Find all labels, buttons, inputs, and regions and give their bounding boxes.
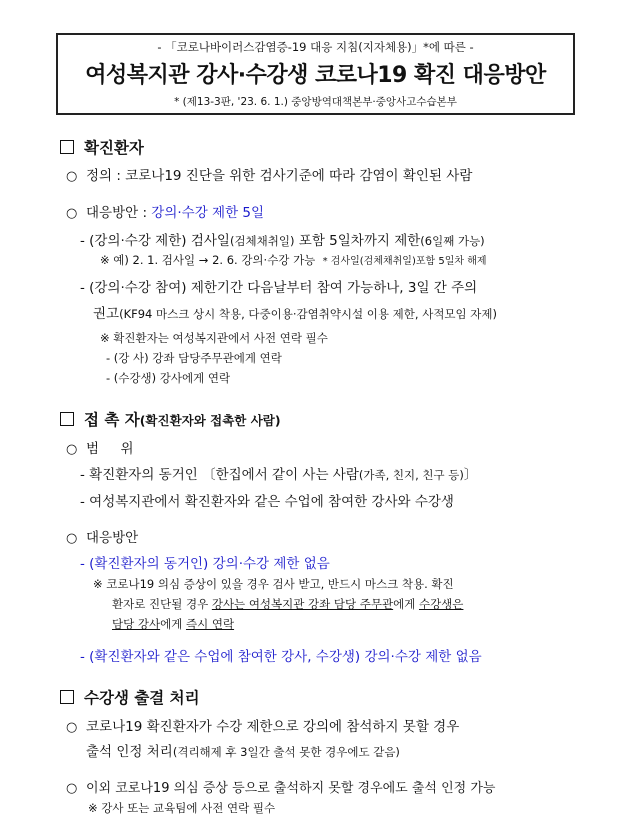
- restriction-rest: 포함 5일차까지 제한: [294, 233, 421, 249]
- restriction-example: [100, 252, 487, 268]
- section-heading-confirmed: [60, 136, 144, 158]
- restriction-paren: (검체채취일): [229, 234, 295, 248]
- header-source-note: * (제13-3판, '23. 6. 1.) 중앙방역대책본부·중앙사고수습본부: [174, 96, 457, 108]
- attendance-item2-text: 이외 코로나19 의심 증상 등으로 출석하지 못할 경우에도 출석 인정 가능: [86, 781, 496, 796]
- attendance-item1-note: (격리해제 후 3일간 출석 못한 경우에도 같음): [172, 745, 400, 759]
- scope-item-end: 〕: [463, 467, 478, 483]
- attendance-item2-line1: [66, 777, 496, 796]
- section-subtitle: (확진환자와 접촉한 사람): [139, 413, 281, 428]
- cohabitant-note-line2: [112, 596, 463, 612]
- circle-bullet-icon: ○: [66, 781, 78, 796]
- response-highlight: 강의·수강 제한 5일: [151, 205, 265, 221]
- scope-item-cohabitant: [80, 463, 477, 483]
- section-title: 수강생 출결 처리: [84, 689, 200, 707]
- example-main: ※ 예) 2. 1. 검사일 → 2. 6. 강의·수강 가능: [100, 253, 316, 267]
- attendance-item1-line1: [66, 715, 459, 735]
- attendance-item1-line2: [86, 740, 400, 760]
- note-underlined: 강사는 여성복지관 강좌 담당 주무관: [211, 597, 394, 611]
- checkbox-square-icon: [60, 690, 74, 704]
- document-title: 여성복지관 강사·수강생 코로나19 확진 대응방안: [85, 63, 546, 88]
- circle-bullet-icon: ○: [66, 169, 78, 184]
- response-label: 대응방안 :: [86, 205, 152, 221]
- contact-note-instructor: - (강 사) 강좌 담당주무관에게 연락: [106, 351, 282, 365]
- definition-line: [66, 164, 472, 184]
- attendance-item1-main: 출석 인정 처리: [86, 744, 173, 760]
- contact-note-student: - (수강생) 강사에게 연락: [106, 371, 231, 385]
- circle-bullet-icon: ○: [66, 206, 78, 221]
- note-text: 에게: [393, 597, 419, 611]
- note-text: 환자로 진단될 경우: [112, 597, 212, 611]
- note-underlined: 즉시 연락: [185, 617, 235, 631]
- circle-bullet-icon: ○: [66, 531, 78, 546]
- note-text: 에게: [160, 617, 186, 631]
- document-header: [56, 33, 575, 115]
- participation-main: 권고: [93, 306, 120, 322]
- contact-response-line: [66, 526, 138, 546]
- response-line: [66, 201, 264, 221]
- cohabitant-response: - (확진환자의 동거인) 강의·수강 제한 없음: [80, 556, 330, 572]
- restriction-main: - (강의·수강 제한) 검사일: [80, 233, 230, 249]
- contact-note: ※ 확진환자는 여성복지관에서 사전 연락 필수: [100, 331, 328, 345]
- section-heading-attendance: [60, 686, 200, 708]
- checkbox-square-icon: [60, 140, 74, 154]
- cohabitant-note-line1: ※ 코로나19 의심 증상이 있을 경우 검사 받고, 반드시 마스크 착용. 확진: [93, 577, 454, 591]
- scope-item-classmates: - 여성복지관에서 확진환자와 같은 수업에 참여한 강사와 수강생: [80, 494, 454, 510]
- attendance-item1-text: 코로나19 확진환자가 수강 제한으로 강의에 참석하지 못할 경우: [86, 719, 460, 735]
- section-title: 접 촉 자: [84, 411, 140, 429]
- classmate-response: - (확진환자와 같은 수업에 참여한 강사, 수강생) 강의·수강 제한 없음: [80, 649, 482, 665]
- definition-text: 정의 : 코로나19 진단을 위한 검사기준에 따라 감염이 확인된 사람: [86, 168, 473, 184]
- restriction-note: (6일째 가능): [420, 234, 485, 248]
- scope-label: 범 위: [86, 441, 134, 457]
- restriction-item: [80, 229, 485, 249]
- contact-response-label: 대응방안: [86, 530, 139, 546]
- section-heading-contact: [60, 408, 281, 430]
- section-title: 확진환자: [84, 139, 144, 157]
- scope-item-main: - 확진환자의 동거인 〔한집에서 같이 사는 사람: [80, 467, 359, 483]
- participation-detail: (KF94 마스크 상시 착용, 다중이용·감염취약시설 이용 제한, 사적모임 자제): [119, 307, 498, 321]
- attendance-item2-note: ※ 강사 또는 교육팀에 사전 연락 필수: [88, 801, 276, 815]
- checkbox-square-icon: [60, 412, 74, 426]
- cohabitant-note-line3: [112, 616, 234, 632]
- participation-item-line2: [93, 302, 497, 322]
- circle-bullet-icon: ○: [66, 720, 78, 735]
- note-underlined: 수강생은: [418, 597, 464, 611]
- circle-bullet-icon: ○: [66, 442, 78, 457]
- participation-item-line1: - (강의·수강 참여) 제한기간 다음날부터 참여 가능하나, 3일 간 주의: [80, 280, 478, 296]
- scope-line: [66, 437, 134, 457]
- scope-item-paren: (가족, 친지, 친구 등): [358, 468, 464, 482]
- note-underlined: 담당 강사: [112, 617, 161, 631]
- example-note: * 검사일(검체채취일)포함 5일차 해제: [322, 256, 487, 267]
- header-subtitle: - 「코로나바이러스감염증-19 대응 지침(지자체용)」*에 따른 -: [157, 40, 474, 54]
